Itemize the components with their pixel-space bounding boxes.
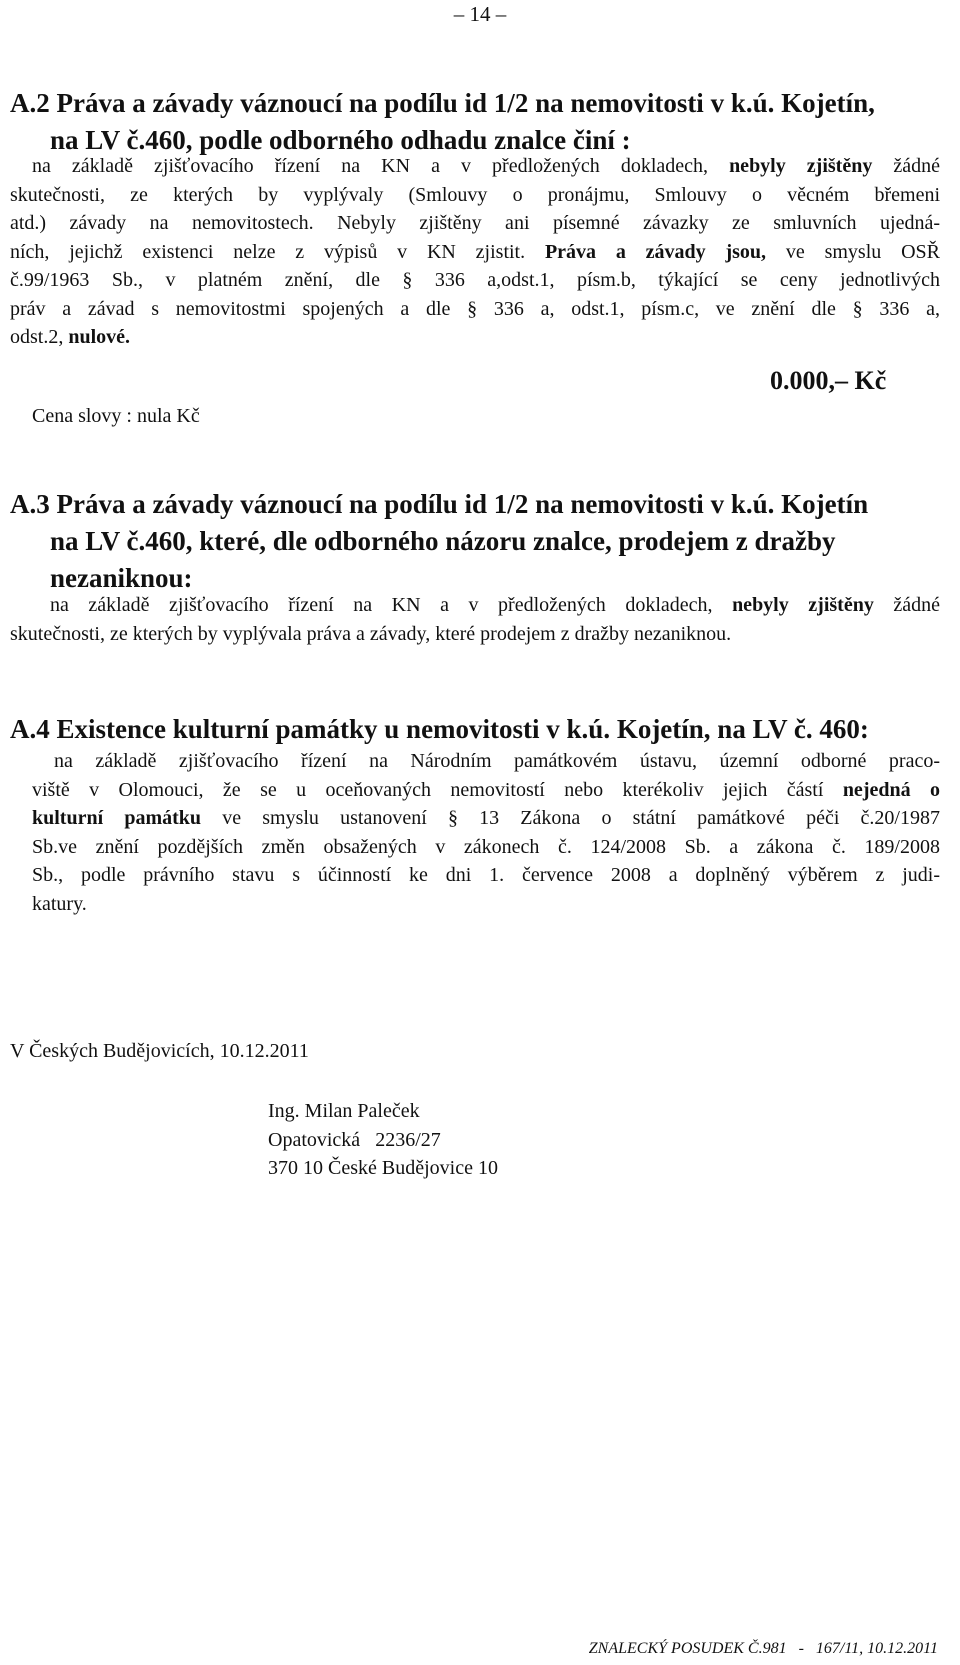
a2-price-value: 0.000,– Kč [770, 366, 887, 395]
a2-line7: odst.2, nulové. [10, 326, 131, 348]
a4-line3: kulturní památku ve smyslu ustanovení § 13 Zákona o státní památkové péči č.20/1987 [32, 807, 940, 829]
a4-highlight-cultural-monument: kulturní památku [32, 807, 202, 829]
signature-street: Opatovická 2236/27 [268, 1128, 441, 1151]
a2-price-words: Cena slovy : nula Kč [32, 405, 200, 427]
signature-block [268, 1097, 498, 1183]
section-a3-heading-line3: nezaniknou: [50, 563, 193, 593]
section-a2-body [10, 152, 940, 352]
a2-line1: na základě zjišťovacího řízení na KN a v předložených dokladech, nebyly zjištěny žádné [32, 155, 940, 177]
page-number: – 14 – [453, 2, 507, 26]
a2-highlight-not-found: nebyly zjištěny [729, 155, 873, 177]
place-date: V Českých Budějovicích, 10.12.2011 [10, 1040, 309, 1062]
signature-name: Ing. Milan Paleček [268, 1100, 420, 1122]
a2-line6: práv a závad s nemovitostmi spojených a dle § 336 a, odst.1, písm.c, ve znění dle § 336 a, [10, 297, 940, 320]
a4-line4: Sb.ve znění pozdějších změn obsažených v zákonech č. 124/2008 Sb. a zákona č. 189/2008 [32, 835, 940, 858]
a2-highlight-zero: nulové. [68, 326, 131, 348]
a2-line4: ních, jejichž existenci nelze z výpisů v KN zjistit. Práva a závady jsou, ve smyslu OSŘ [10, 240, 940, 263]
a4-line1: na základě zjišťovacího řízení na Národním památkovém ústavu, územní odborné praco- [54, 750, 940, 772]
section-a2-heading [10, 85, 875, 159]
a4-line2: viště v Olomouci, že se u oceňovaných nemovitostí nebo kterékoliv jejich částí nejedná o [32, 778, 940, 801]
section-a3-heading [10, 486, 868, 597]
a3-line1: na základě zjišťovacího řízení na KN a v předložených dokladech, nebyly zjištěny žádné [50, 594, 940, 616]
a2-highlight-rights: Práva a závady jsou, [544, 240, 767, 263]
a4-highlight-not-monument: nejedná o [842, 778, 940, 801]
a2-line3: atd.) závady na nemovitostech. Nebyly zjištěny ani písemné závazky ze smluvních ujedná- [10, 212, 940, 234]
section-a2-heading-line2: na LV č.460, podle odborného odhadu znalce činí : [50, 125, 631, 155]
document-footer: ZNALECKÝ POSUDEK Č.981 - 167/11, 10.12.2011 [588, 1640, 938, 1657]
section-a3-heading-line1: A.3 Práva a závady váznoucí na podílu id 1/2 na nemovitosti v k.ú. Kojetín [10, 489, 869, 519]
section-a2-heading-line1: A.2 Práva a závady váznoucí na podílu id 1/2 na nemovitosti v k.ú. Kojetín, [10, 88, 875, 118]
section-a3-body [10, 591, 940, 648]
signature-city: 370 10 České Budějovice 10 [268, 1157, 498, 1179]
section-a4-body [32, 747, 940, 918]
a3-line2: skutečnosti, ze kterých by vyplývala práva a závady, které prodejem z dražby nezaniknou. [10, 622, 732, 645]
section-a4-heading: A.4 Existence kulturní památky u nemovitosti v k.ú. Kojetín, na LV č. 460: [10, 714, 869, 744]
section-a3-heading-line2: na LV č.460, které, dle odborného názoru znalce, prodejem z dražby [50, 526, 836, 556]
a3-highlight-not-found: nebyly zjištěny [732, 594, 874, 616]
a2-line5: č.99/1963 Sb., v platném znění, dle § 336 a,odst.1, písm.b, týkající se ceny jednotlivých [10, 269, 940, 291]
a4-line6: katury. [32, 892, 87, 915]
a2-line2: skutečnosti, ze kterých by vyplývaly (Smlouvy o pronájmu, Smlouvy o věcném břemeni [10, 183, 940, 206]
a4-line5: Sb., podle právního stavu s účinností ke dni 1. července 2008 a doplněný výběrem z judi- [32, 864, 940, 886]
